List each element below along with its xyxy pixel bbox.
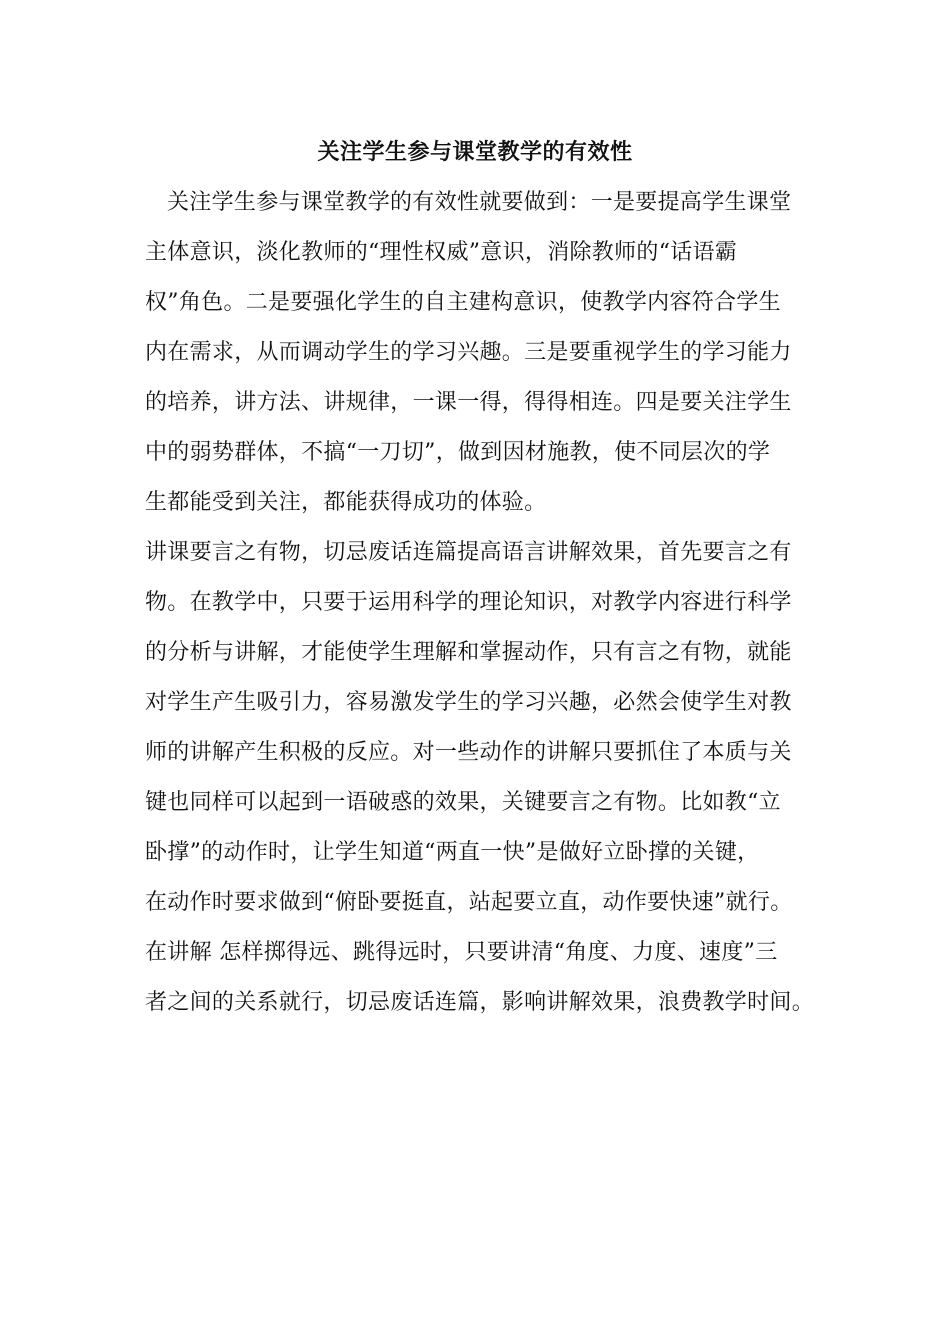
paragraph-line: 在动作时要求做到“俯卧要挺直，站起要立直，动作要快速”就行。 [145,890,793,915]
paragraph-line: 对学生产生吸引力，容易激发学生的学习兴趣，必然会使学生对教 [145,690,792,715]
paragraph-line: 权”角色。二是要强化学生的自主建构意识，使教学内容符合学生 [145,290,781,315]
paragraph-line: 师的讲解产生积极的反应。对一些动作的讲解只要抓住了本质与关 [145,740,792,765]
paragraph-line: 讲课要言之有物，切忌废话连篇提高语言讲解效果，首先要言之有 [145,540,792,565]
paragraph-line: 键也同样可以起到一语破惑的效果，关键要言之有物。比如教“立 [145,790,781,815]
paragraph-1 [145,178,820,528]
paragraph-line: 内在需求，从而调动学生的学习兴趣。三是要重视学生的学习能力 [145,340,792,365]
paragraph-line: 物。在教学中，只要于运用科学的理论知识，对教学内容进行科学 [145,590,792,615]
paragraph-line: 关注学生参与课堂教学的有效性就要做到：一是要提高学生课堂 [167,190,792,215]
document-title: 关注学生参与课堂教学的有效性 [317,139,633,165]
paragraph-line: 中的弱势群体，不搞“一刀切”，做到因材施教，使不同层次的学 [145,440,771,465]
paragraph-line: 的培养，讲方法、讲规律，一课一得，得得相连。四是要关注学生 [145,390,792,415]
paragraph-line: 的分析与讲解，才能使学生理解和掌握动作，只有言之有物，就能 [145,640,792,665]
paragraph-line: 者之间的关系就行，切忌废话连篇，影响讲解效果，浪费教学时间。 [145,990,815,1015]
paragraph-line: 生都能受到关注，都能获得成功的体验。 [145,490,547,515]
paragraph-line: 在讲解 怎样掷得远、跳得远时，只要讲清“角度、力度、速度”三 [145,940,778,965]
paragraph-line: 卧撑”的动作时，让学生知道“两直一快”是做好立卧撑的关键， [145,840,760,865]
paragraph-line: 主体意识，淡化教师的“理性权威”意识，消除教师的“话语霸 [145,240,738,265]
paragraph-2 [145,528,820,1028]
